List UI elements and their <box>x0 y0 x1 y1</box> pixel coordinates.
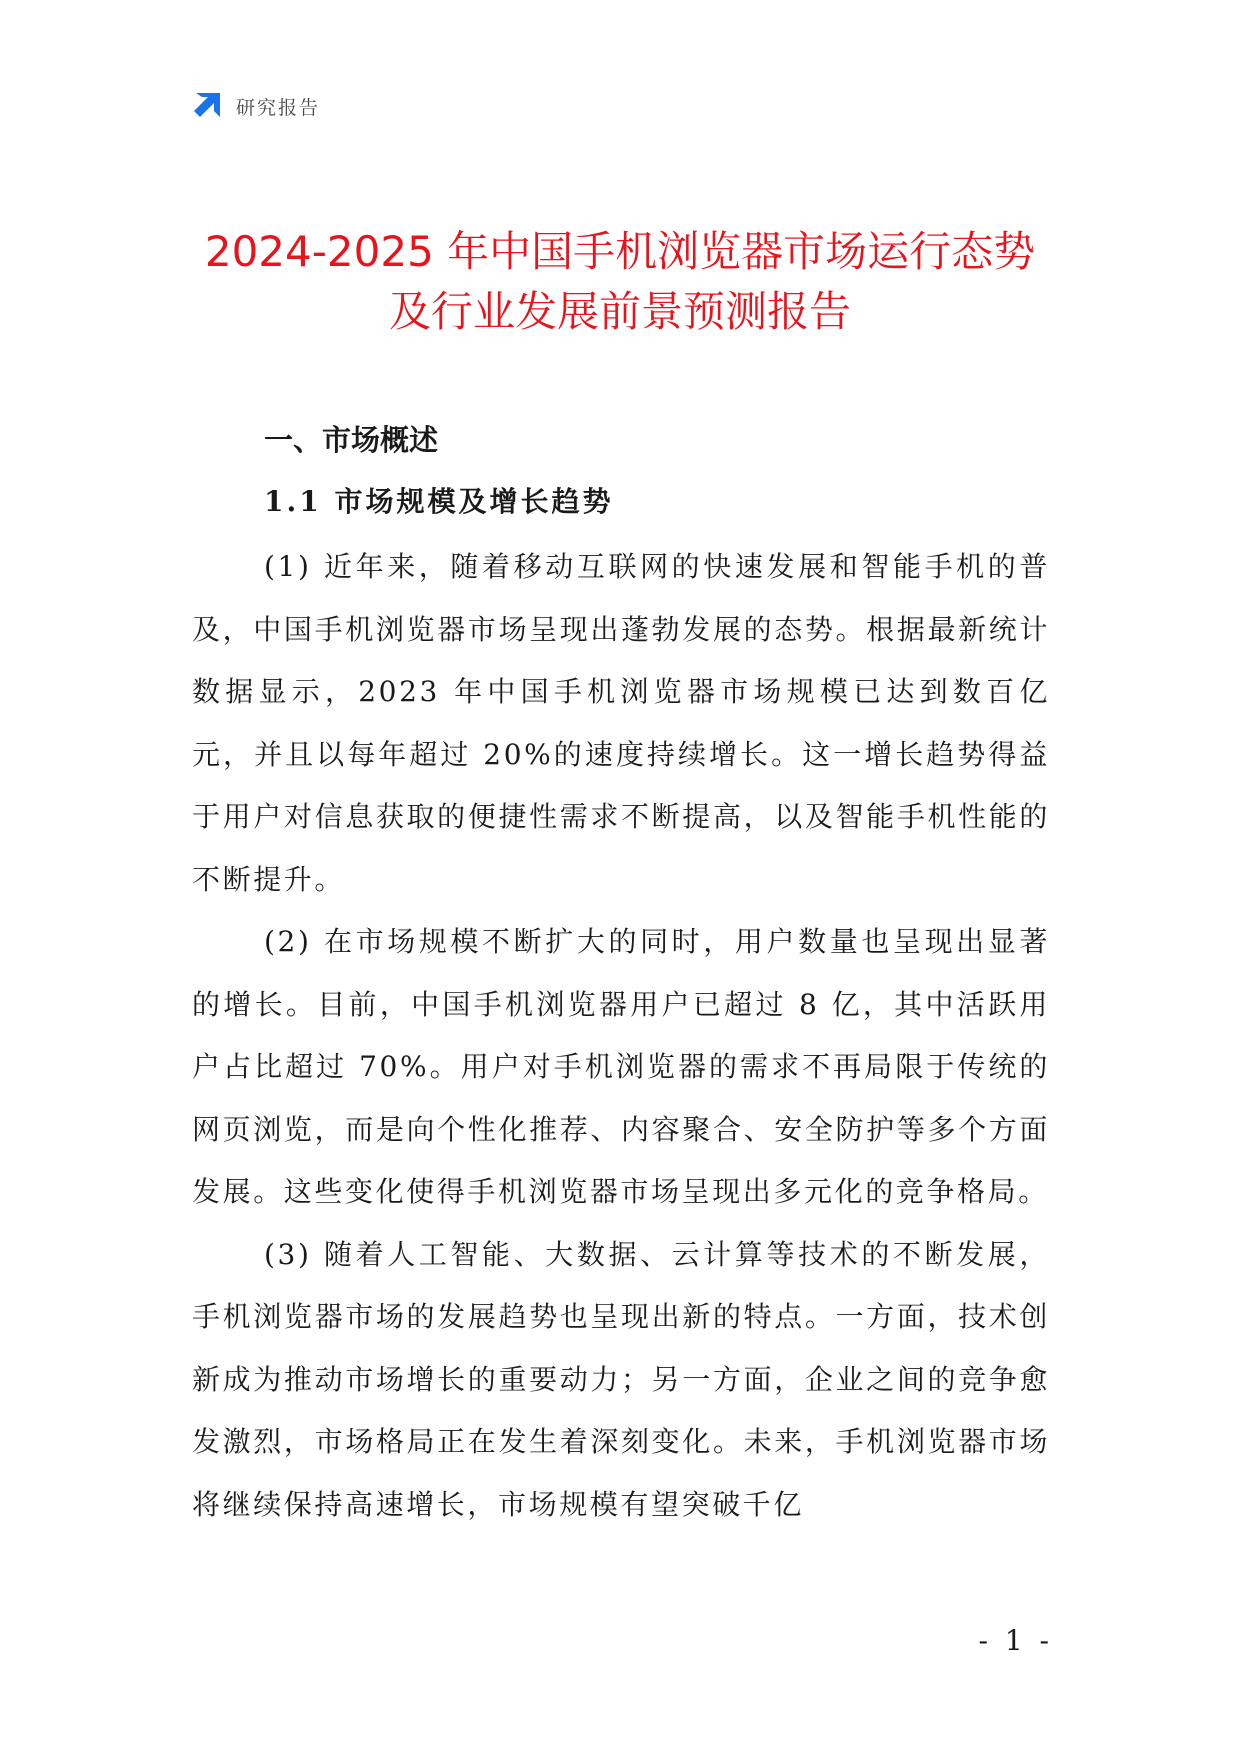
section-heading: 一、市场概述 <box>264 423 439 457</box>
paragraph-2: (2) 在市场规模不断扩大的同时，用户数量也呈现出显著的增长。目前，中国手机浏览器用户已超过 8 亿，其中活跃用户占比超过 70%。用户对手机浏览器的需求不再局限于传统的网页浏览，而是向个性化推荐、内容聚合、安全防护等多个方面发展。这些变化使得手机浏览器市场呈现出多元化的竞争格局。 <box>192 925 1050 1208</box>
paragraph-1: (1) 近年来，随着移动互联网的快速发展和智能手机的普及，中国手机浏览器市场呈现出蓬勃发展的态势。根据最新统计数据显示，2023 年中国手机浏览器市场规模已达到数百亿元，并且以每年超过 20%的速度持续增长。这一增长趋势得益于用户对信息获取的便捷性需求不断提高，以及智能手机性能的不断提升。 <box>192 550 1050 896</box>
document-header <box>190 88 320 124</box>
title-line-1: 2024-2025 年中国手机浏览器市场运行态势 <box>204 227 1036 276</box>
page-number: - 1 - <box>978 1624 1053 1657</box>
report-title <box>150 222 1090 342</box>
body-text <box>192 536 1050 1536</box>
title-line-2: 及行业发展前景预测报告 <box>388 287 851 336</box>
header-label: 研究报告 <box>236 96 321 119</box>
arrow-up-right-icon <box>190 89 224 123</box>
sub-heading: 1.1 市场规模及增长趋势 <box>264 485 614 518</box>
paragraph-3: (3) 随着人工智能、大数据、云计算等技术的不断发展，手机浏览器市场的发展趋势也呈现出新的特点。一方面，技术创新成为推动市场增长的重要动力；另一方面，企业之间的竞争愈发激烈，市场格局正在发生着深刻变化。未来，手机浏览器市场将继续保持高速增长，市场规模有望突破千亿 <box>192 1237 1050 1521</box>
